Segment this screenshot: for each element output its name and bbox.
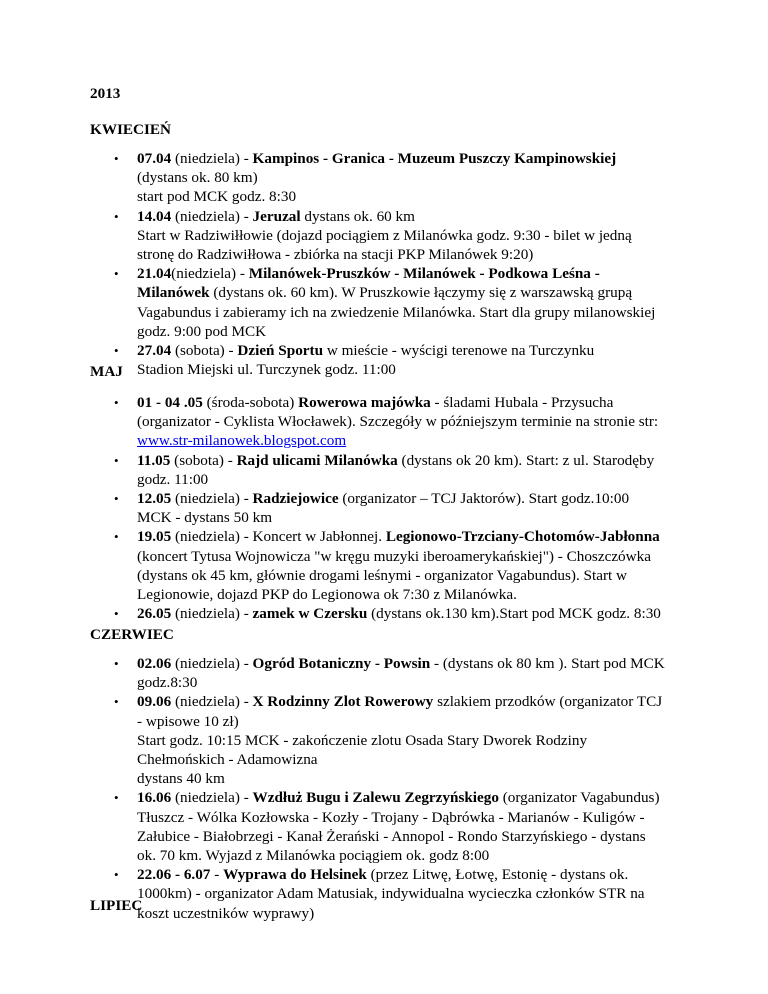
event-text: szlakiem przodków (organizator TCJ bbox=[433, 693, 663, 711]
event-bold-text: 07.04 bbox=[137, 150, 172, 167]
event-line bbox=[137, 264, 688, 283]
event-line bbox=[137, 769, 688, 788]
event-text: (niedziela) - Koncert w Jabłonnej. bbox=[171, 528, 386, 546]
event-text: - śladami Hubala - Przysucha bbox=[430, 394, 614, 411]
event-text: (koncert Tytusa Wojnowicza "w kręgu muzyki iberoamerykańskiej") - Choszczówka bbox=[137, 547, 651, 565]
event-line bbox=[137, 750, 688, 769]
event-text: godz. 9:00 pod MCK bbox=[137, 322, 267, 340]
event-item bbox=[0, 654, 768, 692]
event-line bbox=[137, 808, 688, 827]
event-bold-text: Dzień Sportu bbox=[237, 342, 324, 360]
event-text: (niedziela) - bbox=[171, 693, 253, 711]
event-bold-text: 02.06 bbox=[137, 655, 172, 672]
year-heading: 2013 bbox=[90, 85, 121, 102]
event-item bbox=[0, 788, 768, 865]
bullet-icon: • bbox=[114, 151, 119, 166]
event-text: (przez Litwę, Łotwę, Estonię - dystans ok. bbox=[366, 866, 629, 884]
bullet-icon: • bbox=[114, 656, 119, 671]
bullet-icon: • bbox=[114, 694, 119, 710]
event-text: (dystans ok 20 km). Start: z ul. Starodęby bbox=[397, 451, 655, 469]
event-text: Start w Radziwiłłowie (dojazd pociągiem z Milanówka godz. 9:30 - bilet w jedną bbox=[137, 226, 632, 244]
event-text: ok. 70 km. Wyjazd z Milanówka pociągiem ok. godz 8:00 bbox=[137, 847, 490, 865]
event-text: Chełmońskich - Adamowizna bbox=[137, 751, 318, 769]
event-bold-text: Milanówek-Pruszków - Milanówek - Podkowa Leśna - bbox=[248, 265, 600, 283]
event-line bbox=[137, 904, 688, 923]
event-line bbox=[137, 226, 688, 245]
event-line bbox=[137, 470, 688, 489]
event-line bbox=[137, 585, 688, 604]
event-bold-text: Rowerowa majówka bbox=[298, 394, 431, 411]
event-bold-text: X Rodzinny Zlot Rowerowy bbox=[252, 693, 434, 711]
bullet-icon: • bbox=[114, 266, 119, 282]
event-text: Tłuszcz - Wólka Kozłowska - Kozły - Trojany - Dąbrówka - Marianów - Kuligów - bbox=[137, 808, 645, 826]
event-line bbox=[137, 489, 688, 508]
event-item bbox=[0, 604, 768, 623]
event-text: start pod MCK godz. 8:30 bbox=[137, 188, 297, 206]
month-heading-czerwiec: CZERWIEC bbox=[90, 626, 174, 643]
event-text: (sobota) - bbox=[170, 451, 237, 469]
event-bold-text: 01 - 04 .05 bbox=[137, 394, 203, 411]
event-bold-text: 22.06 - 6.07 bbox=[137, 866, 211, 884]
event-item bbox=[0, 692, 768, 788]
event-item bbox=[0, 451, 768, 489]
bullet-icon: • bbox=[114, 395, 119, 410]
bullet-icon: • bbox=[114, 343, 119, 359]
event-line bbox=[137, 846, 688, 865]
event-bold-text: 21.04 bbox=[137, 265, 172, 283]
event-line bbox=[137, 673, 688, 692]
event-text: Stadion Miejski ul. Turczynek godz. 11:00 bbox=[137, 361, 396, 379]
event-text: (organizator - Cyklista Włocławek). Szczegóły w późniejszym terminie na stronie str: bbox=[137, 413, 659, 431]
event-text: (niedziela) - bbox=[171, 150, 253, 167]
event-item bbox=[0, 207, 768, 265]
event-line bbox=[137, 168, 688, 187]
event-text: (niedziela) - bbox=[171, 207, 253, 225]
event-bold-text: Ogród Botaniczny - Powsin bbox=[252, 655, 431, 672]
event-line bbox=[137, 412, 688, 431]
event-line bbox=[137, 865, 688, 884]
event-bold-text: 19.05 bbox=[137, 528, 172, 546]
event-bold-text: Wzdłuż Bugu i Zalewu Zegrzyńskiego bbox=[252, 789, 499, 807]
event-list-czerwiec bbox=[0, 654, 768, 923]
event-text: godz.8:30 bbox=[137, 674, 198, 692]
event-line bbox=[137, 566, 688, 585]
event-text: (dystans ok. 80 km) bbox=[137, 169, 258, 187]
bullet-icon: • bbox=[114, 606, 119, 622]
event-text: Legionowie, dojazd PKP do Legionowa ok 7:30 z Milanówka. bbox=[137, 586, 517, 604]
month-heading-kwiecien: KWIECIEŃ bbox=[90, 121, 172, 138]
bullet-icon: • bbox=[114, 529, 119, 545]
event-text: - wpisowe 10 zł) bbox=[137, 712, 239, 730]
event-line bbox=[137, 692, 688, 711]
blog-link[interactable]: www.str-milanowek.blogspot.com bbox=[137, 432, 347, 450]
event-bold-text: Milanówek bbox=[137, 284, 210, 302]
event-line bbox=[137, 303, 688, 322]
event-bold-text: zamek w Czersku bbox=[252, 605, 368, 623]
event-list-kwiecien bbox=[0, 149, 768, 379]
event-text: (dystans ok. 60 km). W Pruszkowie łączymy się z warszawską grupą bbox=[209, 284, 633, 302]
month-heading-maj: MAJ bbox=[90, 363, 123, 380]
event-bold-text: Rajd ulicami Milanówka bbox=[236, 451, 398, 469]
event-line bbox=[137, 431, 688, 450]
event-item bbox=[0, 393, 768, 451]
event-text: Vagabundus i zabieramy ich na zwiedzenie Milanówka. Start dla grupy milanowskiej bbox=[137, 303, 656, 321]
event-line bbox=[137, 341, 688, 360]
event-line bbox=[137, 360, 688, 379]
event-text: koszt uczestników wyprawy) bbox=[137, 904, 315, 922]
event-line bbox=[137, 322, 688, 341]
event-text: (dystans ok.130 km).Start pod MCK godz. 8:30 bbox=[367, 605, 661, 623]
event-line bbox=[137, 508, 688, 527]
event-line bbox=[137, 451, 688, 470]
event-text: Start godz. 10:15 MCK - zakończenie zlotu Osada Stary Dworek Rodziny bbox=[137, 731, 588, 749]
event-text: (organizator Vagabundus) bbox=[498, 789, 660, 807]
event-bold-text: 16.06 bbox=[137, 789, 172, 807]
event-text: 1000km) - organizator Adam Matusiak, indywidualna wycieczka członków STR na bbox=[137, 885, 645, 903]
event-line bbox=[137, 788, 688, 807]
event-item bbox=[0, 264, 768, 341]
event-bold-text: 09.06 bbox=[137, 693, 172, 711]
event-line bbox=[137, 827, 688, 846]
event-bold-text: 14.04 bbox=[137, 207, 172, 225]
event-text: (dystans ok 45 km, głównie drogami leśnymi - organizator Vagabundus). Start w bbox=[137, 566, 628, 584]
event-text: (środa-sobota) bbox=[202, 394, 299, 411]
event-text: - (dystans ok 80 km ). Start pod MCK bbox=[430, 655, 665, 672]
event-line bbox=[137, 547, 688, 566]
event-text: (niedziela) - bbox=[171, 490, 253, 508]
month-heading-lipiec: LIPIEC bbox=[90, 897, 143, 914]
event-text: godz. 11:00 bbox=[137, 470, 209, 488]
event-item bbox=[0, 527, 768, 604]
event-text: dystans 40 km bbox=[137, 770, 225, 788]
event-line bbox=[137, 149, 688, 168]
event-text: - bbox=[210, 866, 224, 884]
event-bold-text: 27.04 bbox=[137, 342, 172, 360]
event-text: Załubice - Białobrzegi - Kanał Żerański - Annopol - Rondo Starzyńskiego - dystans bbox=[137, 827, 646, 845]
bullet-icon: • bbox=[114, 491, 119, 507]
event-line bbox=[137, 187, 688, 206]
event-line bbox=[137, 283, 688, 302]
event-bold-text: 26.05 bbox=[137, 605, 172, 623]
event-line bbox=[137, 604, 688, 623]
event-text: (niedziela) - bbox=[171, 265, 249, 283]
event-bold-text: Kampinos - Granica - Muzeum Puszczy Kampinowskiej bbox=[252, 150, 617, 167]
event-bold-text: 12.05 bbox=[137, 490, 172, 508]
event-text: dystans ok. 60 km bbox=[300, 207, 415, 225]
event-text: stronę do Radziwiłłowa - zbiórka na stacji PKP Milanówek 9:20) bbox=[137, 246, 534, 264]
event-item bbox=[0, 149, 768, 207]
event-line bbox=[137, 884, 688, 903]
event-text: w mieście - wyścigi terenowe na Turczynku bbox=[323, 342, 595, 360]
event-line bbox=[137, 527, 688, 546]
event-line bbox=[137, 207, 688, 226]
bullet-icon: • bbox=[114, 208, 119, 224]
event-bold-text: 11.05 bbox=[137, 451, 171, 469]
bullet-icon: • bbox=[114, 790, 119, 806]
bullet-icon: • bbox=[114, 867, 119, 883]
event-line bbox=[137, 731, 688, 750]
event-line bbox=[137, 245, 688, 264]
event-text: (niedziela) - bbox=[171, 605, 253, 623]
event-line bbox=[137, 654, 688, 673]
event-bold-text: Wyprawa do Helsinek bbox=[223, 866, 367, 884]
event-line bbox=[137, 393, 688, 412]
bullet-icon: • bbox=[114, 452, 119, 468]
event-text: (niedziela) - bbox=[171, 789, 253, 807]
event-list-maj bbox=[0, 393, 768, 623]
event-line bbox=[137, 712, 688, 731]
event-bold-text: Radziejowice bbox=[252, 490, 339, 508]
event-item bbox=[0, 489, 768, 527]
event-text: (sobota) - bbox=[171, 342, 238, 360]
event-bold-text: Jeruzal bbox=[252, 207, 301, 225]
event-text: (niedziela) - bbox=[171, 655, 253, 672]
event-bold-text: Legionowo-Trzciany-Chotomów-Jabłonna bbox=[385, 528, 660, 546]
event-text: (organizator – TCJ Jaktorów). Start godz.10:00 bbox=[338, 490, 630, 508]
event-text: MCK - dystans 50 km bbox=[137, 509, 273, 527]
